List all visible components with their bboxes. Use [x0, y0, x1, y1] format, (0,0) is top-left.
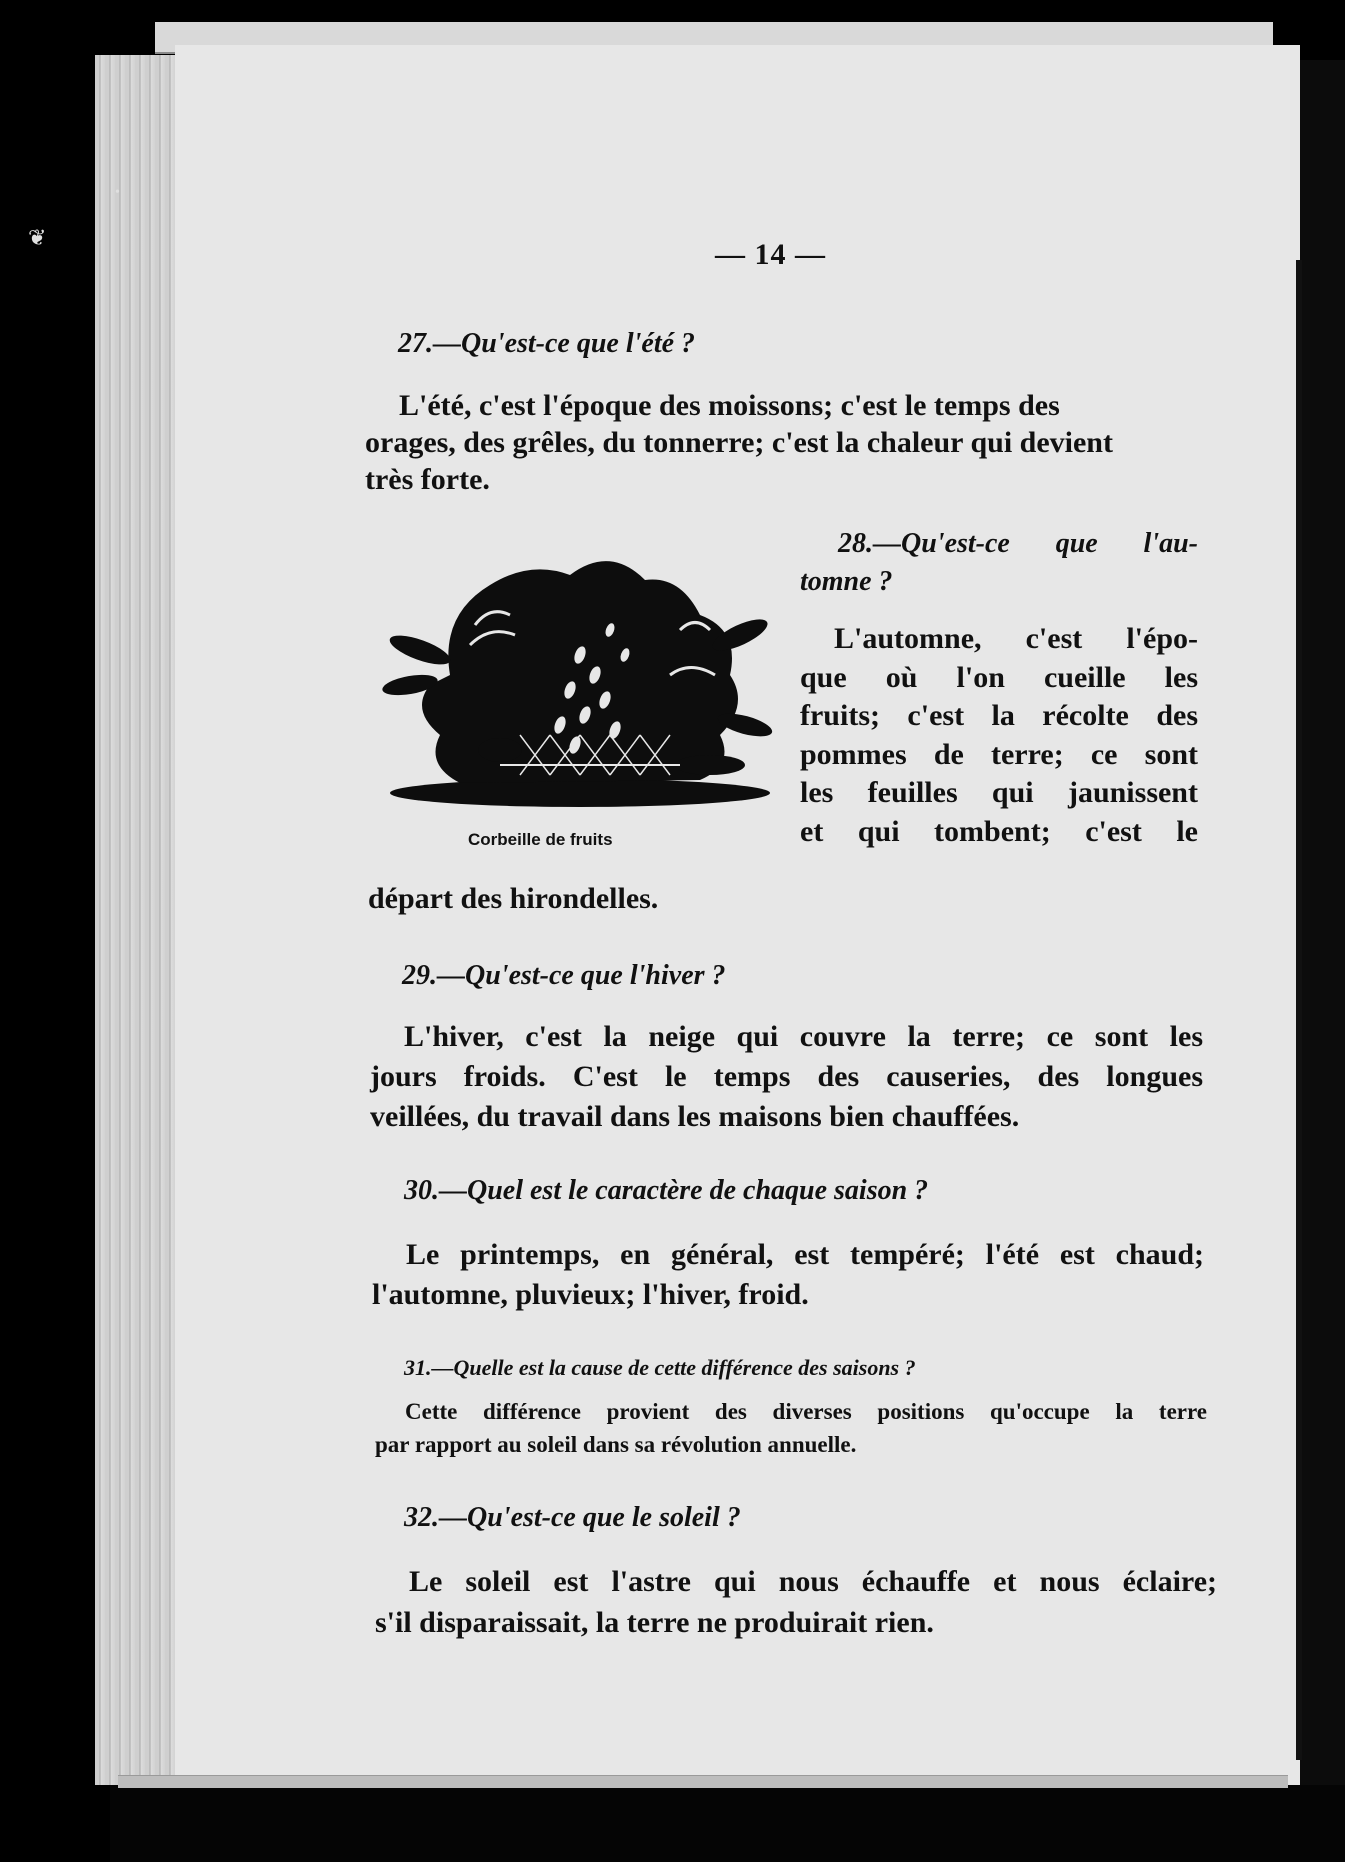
answer-28-line-5: les feuilles qui jaunissent — [800, 776, 1198, 809]
illustration-caption: Corbeille de fruits — [468, 830, 613, 849]
answer-31-line-1: Cette différence provient des diverses positions qu'occupe la terre — [405, 1399, 1207, 1424]
bottom-page-edge — [118, 1775, 1288, 1788]
answer-32-line-2: s'il disparaissait, la terre ne produirait rien. — [375, 1606, 934, 1639]
answer-27-line-3: très forte. — [365, 463, 490, 496]
answer-29-line-2: jours froids. C'est le temps des causeries, des longues — [370, 1060, 1203, 1093]
question-27: 27.—Qu'est-ce que l'été ? — [398, 328, 696, 359]
fruit-basket-icon — [380, 535, 775, 820]
answer-28-line-6: et qui tombent; c'est le — [800, 815, 1198, 848]
answer-30-line-2: l'automne, pluvieux; l'hiver, froid. — [372, 1278, 809, 1311]
question-31: 31.—Quelle est la cause de cette différence des saisons ? — [404, 1355, 916, 1380]
answer-27-line-1: L'été, c'est l'époque des moissons; c'est le temps des — [399, 389, 1060, 422]
answer-28-line-1: L'automne, c'est l'épo- — [834, 622, 1198, 655]
answer-32-line-1: Le soleil est l'astre qui nous échauffe et nous éclaire; — [409, 1565, 1217, 1598]
scan-dot-icon: • — [115, 185, 120, 200]
question-28-line-1: 28.—Qu'est-ce que l'au- — [838, 528, 1198, 559]
answer-30-line-1: Le printemps, en général, est tempéré; l'été est chaud; — [406, 1238, 1204, 1271]
bottom-shadow — [110, 1785, 1345, 1862]
question-32: 32.—Qu'est-ce que le soleil ? — [404, 1502, 741, 1533]
answer-27-line-2: orages, des grêles, du tonnerre; c'est la chaleur qui devient — [365, 426, 1113, 459]
page-number: — 14 — — [715, 238, 826, 271]
answer-28-line-2: que où l'on cueille les — [800, 661, 1198, 694]
question-29: 29.—Qu'est-ce que l'hiver ? — [402, 960, 726, 991]
page-right-rule — [1296, 260, 1302, 1760]
scan-speck-icon: ❦ — [28, 225, 47, 250]
page-right-shadow — [1300, 60, 1345, 1785]
answer-29-line-1: L'hiver, c'est la neige qui couvre la terre; ce sont les — [404, 1020, 1203, 1053]
answer-28-line-7: départ des hirondelles. — [368, 882, 659, 915]
question-30: 30.—Quel est le caractère de chaque saison ? — [404, 1175, 929, 1206]
question-28-line-2: tomne ? — [800, 566, 893, 597]
answer-28-line-4: pommes de terre; ce sont — [800, 738, 1198, 771]
stacked-page-edges — [95, 55, 180, 1785]
answer-28-line-3: fruits; c'est la récolte des — [800, 699, 1198, 732]
answer-31-line-2: par rapport au soleil dans sa révolution annuelle. — [375, 1432, 857, 1457]
answer-29-line-3: veillées, du travail dans les maisons bien chauffées. — [370, 1100, 1020, 1133]
